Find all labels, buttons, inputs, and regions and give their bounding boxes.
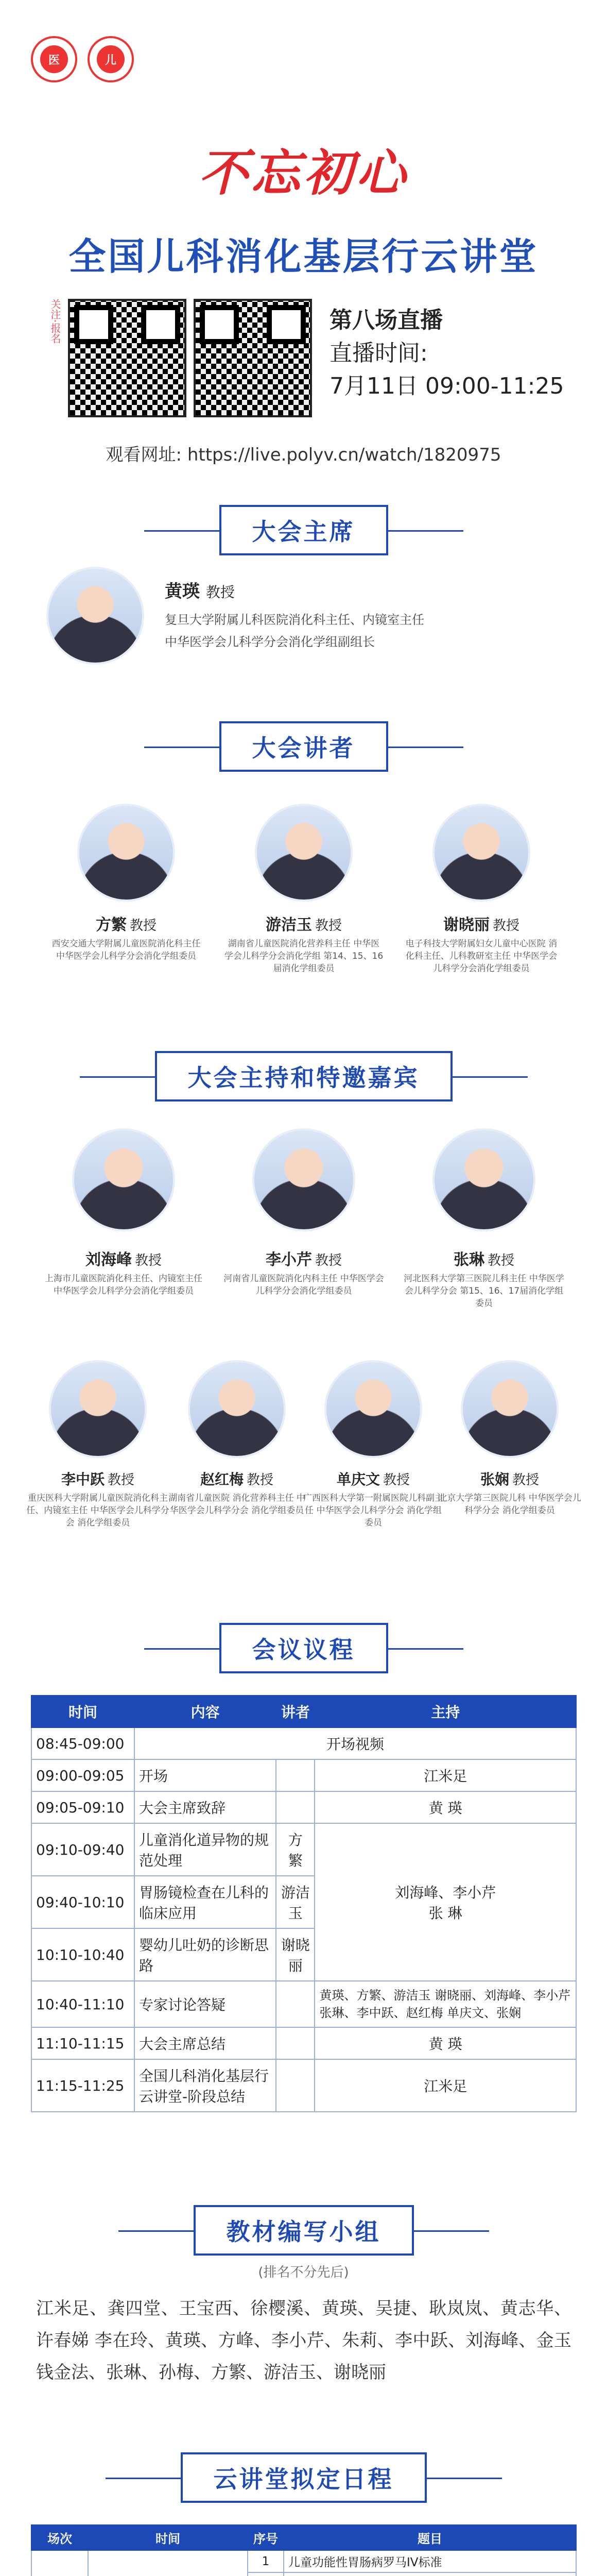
host-2: 李小芹 教授 河南省儿童医院消化内科主任 中华医学会儿科学分会消化学组委员 <box>223 1251 384 1296</box>
table-row: 08:45-09:00 开场视频 <box>31 1727 576 1759</box>
agenda-header-content: 内容 <box>134 1696 276 1727</box>
host-6: 单庆文 教授 广西医科大学第一附属医院儿科副主任 中华医学会儿科学分会 消化学组委员 <box>303 1471 443 1528</box>
host-avatar-3 <box>432 1128 535 1231</box>
agenda-section-title: 会议议程 <box>0 1623 607 1673</box>
table-row: 11:10-11:15 大会主席总结 黄 瑛 <box>31 2027 576 2059</box>
editors-note: (排名不分先后) <box>258 2265 349 2280</box>
speaker-1: 方繁 教授 西安交通大学附属儿童医院消化科主任 中华医学会儿科学分会消化学组委员 <box>51 916 201 961</box>
host-4: 李中跃 教授 重庆医科大学附属儿童医院消化科主任、内镜室主任 中华医学会儿科学分会 消化学组委员 <box>26 1471 169 1528</box>
speaker-avatar-1 <box>77 804 175 902</box>
session-label: 第八场直播 <box>329 307 443 333</box>
table-row: 09:00-09:05 开场 江米足 <box>31 1759 576 1791</box>
chair-info <box>165 577 556 650</box>
time-value: 7月11日 09:00-11:25 <box>329 373 564 399</box>
speaker-avatar-3 <box>432 804 530 902</box>
hosts-section-title: 大会主持和特邀嘉宾 <box>0 1051 607 1101</box>
host-avatar-6 <box>324 1360 422 1458</box>
table-row: 09:40-10:10 胃肠镜检查在儿科的临床应用 游洁玉 <box>31 1876 576 1928</box>
schedule-body <box>31 2550 576 2576</box>
speakers-section-title: 大会讲者 <box>0 721 607 772</box>
host-1: 刘海峰 教授 上海市儿童医院消化科主任、内镜室主任 中华医学会儿科学分会消化学组委员 <box>45 1251 202 1296</box>
watch-url-link[interactable]: https://live.polyv.cn/watch/1820975 <box>187 445 501 465</box>
agenda-table <box>31 1695 577 2112</box>
chair-desc1: 复旦大学附属儿科医院消化科主任、内镜室主任 <box>165 613 424 627</box>
chair-title: 教授 <box>205 584 235 601</box>
speaker-2: 游洁玉 教授 湖南省儿童医院消化营养科主任 中华医学会儿科学分会消化学组 第14、15、16届消化学组委员 <box>224 916 384 974</box>
table-row: 09:10-09:40 儿童消化道异物的规范处理 方 繁 刘海峰、李小芹 张 琳 <box>31 1823 576 1876</box>
table-row: 1 儿童功能性胃肠病罗马IV标准 <box>31 2550 576 2572</box>
speaker-3: 谢晓丽 教授 电子科技大学附属妇女儿童中心医院 消化科主任、儿科教研室主任 中华医学会儿科学分会消化学组委员 <box>405 916 558 974</box>
speaker-avatar-2 <box>255 804 353 902</box>
agenda-header-time: 时间 <box>31 1696 134 1727</box>
agenda-host-cell: 刘海峰、李小芹 张 琳 <box>315 1823 576 1981</box>
agenda-header-host: 主持 <box>315 1696 576 1727</box>
host-avatar-7 <box>461 1360 559 1458</box>
editors-section-title: 教材编写小组 <box>0 2205 607 2256</box>
qr-code-1[interactable] <box>68 299 186 417</box>
watch-label: 观看网址: <box>106 445 182 465</box>
time-label: 直播时间: <box>329 340 428 366</box>
partner-logo: 儿 <box>88 36 134 82</box>
host-5: 赵红梅 教授 湖南省儿童医院 消化营养科主任 中华医学会儿科学分会 消化学组委员 <box>168 1471 305 1516</box>
table-row: 10:10-10:40 婴幼儿吐奶的诊断思路 谢晓丽 <box>31 1928 576 1981</box>
schedule-section-title: 云讲堂拟定日程 <box>0 2452 607 2503</box>
chair-section-title: 大会主席 <box>0 505 607 555</box>
qr-tag: 关注·报名 <box>49 299 61 344</box>
host-7: 张娴 教授 北京大学第三医院儿科 中华医学会儿科学分会 消化学组委员 <box>438 1471 581 1516</box>
agenda-header-row <box>31 1696 576 1727</box>
chair-name: 黄瑛 <box>165 581 200 602</box>
chair-avatar <box>46 567 144 665</box>
host-avatar-5 <box>188 1360 286 1458</box>
chair-desc2: 中华医学会儿科学分会消化学组副组长 <box>165 635 375 649</box>
qr-area <box>46 299 312 417</box>
host-avatar-2 <box>252 1128 355 1231</box>
page-title: 全国儿科消化基层行云讲堂 <box>68 235 539 278</box>
chair-name-line <box>165 577 556 602</box>
logo-group <box>31 36 134 82</box>
slogan: 不忘初心 <box>198 144 409 202</box>
editors-names: 江米足、龚四堂、王宝西、徐樱溪、黄瑛、吴捷、耿岚岚、黄志华、许春娣 李在玲、黄瑛、方峰、李小芹、朱莉、李中跃、刘海峰、金玉 钱金法、张琳、孙梅、方繁、游洁玉、谢晓丽 <box>36 2298 571 2383</box>
table-row: 10:40-11:10 专家讨论答疑 黄瑛、方繁、游洁玉 谢晓丽、刘海峰、李小芹 张琳、李中跃、赵红梅 单庆文、张娴 <box>31 1981 576 2027</box>
qr-code-2[interactable] <box>194 299 312 417</box>
session-info <box>329 304 564 403</box>
schedule-header-row: 场次 时间 序号 题目 <box>31 2525 576 2550</box>
table-row: 11:15-11:25 全国儿科消化基层行云讲堂-阶段总结 江米足 <box>31 2059 576 2112</box>
schedule-table <box>31 2524 577 2576</box>
host-avatar-4 <box>49 1360 147 1458</box>
agenda-header-speaker: 讲者 <box>276 1696 315 1727</box>
host-3: 张琳 教授 河北医科大学第三医院儿科主任 中华医学会儿科学分会 第15、16、17届消化学组委员 <box>404 1251 564 1309</box>
society-logo: 医 <box>31 36 77 82</box>
watch-line <box>0 440 607 466</box>
host-avatar-1 <box>72 1128 175 1231</box>
table-row: 09:05-09:10 大会主席致辞 黄 瑛 <box>31 1791 576 1823</box>
